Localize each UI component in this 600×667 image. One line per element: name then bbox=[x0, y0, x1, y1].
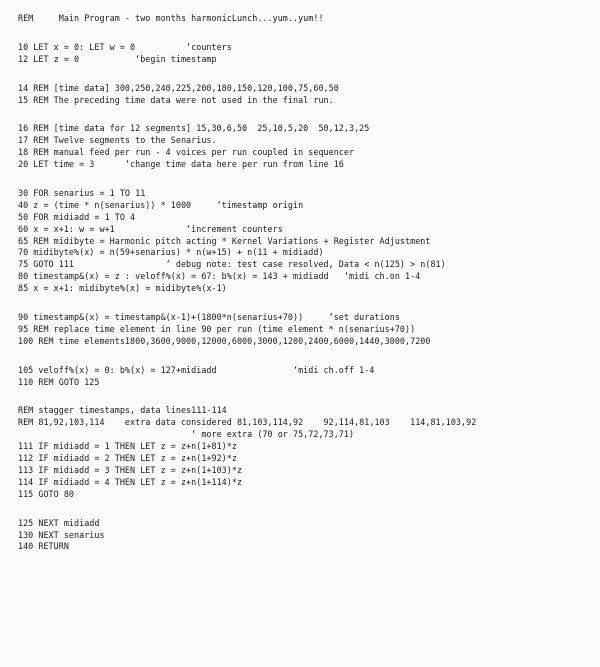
code-line: 10 LET x = 0: LET w = 0 ‘counters bbox=[18, 41, 232, 52]
code-line: 16 REM [time data for 12 segments] 15,30,6,50 25,10,5,20 50,12,3,25 bbox=[18, 123, 370, 134]
code-line: 20 LET time = 3 ‘change time data here per run from line 16 bbox=[18, 159, 344, 170]
code-line: 17 REM Twelve segments to the Senarius. bbox=[18, 135, 217, 146]
code-line: 15 REM The preceding time data were not used in the final run. bbox=[18, 94, 334, 105]
listing-header: REM Main Program - two months harmonicLunch...yum..yum!! bbox=[18, 13, 324, 23]
code-line: 110 REM GOTO 125 bbox=[18, 376, 100, 387]
code-line: 65 REM midibyte = Harmonic pitch acting * Kernel Variations + Register Adjustment bbox=[18, 235, 431, 246]
code-line: 85 x = x+1: midibyte%(x) = midibyte%(x-1) bbox=[18, 283, 227, 294]
code-line: 18 REM manual feed per run - 4 voices per run coupled in sequencer bbox=[18, 147, 355, 158]
code-line: REM 81,92,103,114 extra data considered 81,103,114,92 92,114,81,103 114,81,103,92 bbox=[18, 417, 477, 428]
code-line: 40 z = (time * n(senarius)) * 1000 ‘timestamp origin bbox=[18, 199, 304, 210]
code-line: 90 timestamp&(x) = timestamp&(x-1)+(1800*n(senarius+70)) ‘set durations bbox=[18, 312, 400, 323]
code-line: 114 IF midiadd = 4 THEN LET z = z+n(1+114)*z bbox=[18, 476, 243, 487]
code-line: 70 midibyte%(x) = n(59+senarius) * n(w+15) + n(11 + midiadd) bbox=[18, 247, 324, 258]
code-line: 140 RETURN bbox=[18, 541, 69, 552]
code-line: 130 NEXT senarius bbox=[18, 529, 105, 540]
code-line: 115 GOTO 80 bbox=[18, 488, 75, 499]
code-line: 112 IF midiadd = 2 THEN LET z = z+n(1+92)*z bbox=[18, 453, 237, 464]
code-line: 113 IF midiadd = 3 THEN LET z = z+n(1+103)*z bbox=[18, 464, 243, 475]
code-line: 50 FOR midiadd = 1 TO 4 bbox=[18, 211, 136, 222]
code-line: 14 REM [time data] 300,250,240,225,200,180,150,120,100,75,60,50 bbox=[18, 82, 339, 93]
code-line: 12 LET z = 0 ‘begin timestamp bbox=[18, 53, 217, 64]
code-line: 111 IF midiadd = 1 THEN LET z = z+n(1+81)*z bbox=[18, 441, 237, 452]
code-line: REM stagger timestamps, data lines111-114 bbox=[18, 405, 227, 416]
code-line: 100 REM time elements1800,3600,9000,12000,6000,3000,1200,2400,6000,1440,3000,7200 bbox=[18, 335, 431, 346]
code-line: 95 REM replace time element in line 90 per run (time element * n(senarius+70)) bbox=[18, 323, 416, 334]
code-line: 30 FOR senarius = 1 TO 11 bbox=[18, 188, 146, 199]
code-line: 125 NEXT midiadd bbox=[18, 517, 100, 528]
code-line: 80 timestamp&(x) = z : veloff%(x) = 67: b%(x) = 143 + midiadd ‘midi ch.on 1-4 bbox=[18, 271, 421, 282]
code-line: 105 veloff%(x) = 0: b%(x) = 127+midiadd ‘midi ch.off 1-4 bbox=[18, 364, 375, 375]
code-line: ‘ more extra (70 or 75,72,73,71) bbox=[18, 429, 355, 440]
code-line: 75 GOTO 111 ‘ debug note: test case resolved, Data < n(125) > n(81) bbox=[18, 259, 446, 270]
code-line: 60 x = x+1: w = w+1 ‘increment counters bbox=[18, 223, 283, 234]
